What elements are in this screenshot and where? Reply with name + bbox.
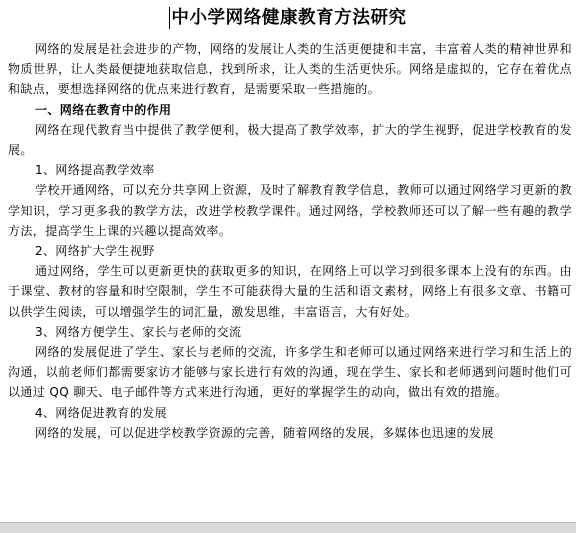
page-bottom-edge: [0, 522, 576, 533]
subsection-2-paragraph: 通过网络，学生可以更新更快的获取更多的知识，在网络上可以学习到很多课本上没有的东西。由于课堂、教材的容量和时空限制，学生不可能获得大量的生活和语文素材，网络上有很多文章、书籍可以供学生阅读，可以增强学生的词汇量，激发思维，丰富语言，大有好处。: [8, 264, 572, 319]
document-title: 中小学网络健康教育方法研究: [171, 8, 407, 28]
text-cursor: [169, 7, 170, 29]
subsection-heading-4: 4、网络促进教育的发展: [35, 405, 168, 420]
subsection-1-paragraph: 学校开通网络，可以充分共享网上资源，及时了解教育教学信息，教师可以通过网络学习更新的教学知识，学习更多我的教学方法，改进学校教学课件。通过网络，学校教师还可以了解一些有趣的教学方法，提高学生上课的兴趣以提高效率。: [8, 183, 572, 238]
section-heading-1: 一、网络在教育中的作用: [35, 102, 172, 117]
title-row: [0, 5, 576, 31]
subsection-heading-2: 2、网络扩大学生视野: [35, 244, 155, 259]
subsection-3-paragraph: 网络的发展促进了学生、家长与老师的交流，许多学生和老师可以通过网络来进行学习和生活上的沟通，以前老师们都需要家访才能够与家长进行有效的沟通，现在学生、家长和老师遇到问题时他们可以通过 QQ 聊天、电子邮件等方式来进行沟通，更好的掌握学生的动向，做出有效的措施。: [8, 345, 572, 400]
document-body: [8, 39, 572, 443]
subsection-heading-1: 1、网络提高教学效率: [35, 163, 155, 178]
intro-paragraph: 网络的发展是社会进步的产物，网络的发展让人类的生活更便捷和丰富，丰富着人类的精神世界和物质世界，让人类最便捷地获取信息，找到所求，让人类的生活更快乐。网络是虚拟的，它存在着优点和缺点，要想选择网络的优点来进行教育，是需要采取一些措施的。: [8, 42, 572, 97]
subsection-heading-3: 3、网络方便学生、家长与老师的交流: [35, 324, 242, 339]
subsection-4-paragraph: 网络的发展，可以促进学校教学资源的完善，随着网络的发展，多媒体也迅速的发展: [35, 425, 494, 440]
section-1-paragraph: 网络在现代教育当中提供了教学便利，极大提高了教学效率，扩大的学生视野，促进学校教育的发展。: [8, 122, 572, 158]
